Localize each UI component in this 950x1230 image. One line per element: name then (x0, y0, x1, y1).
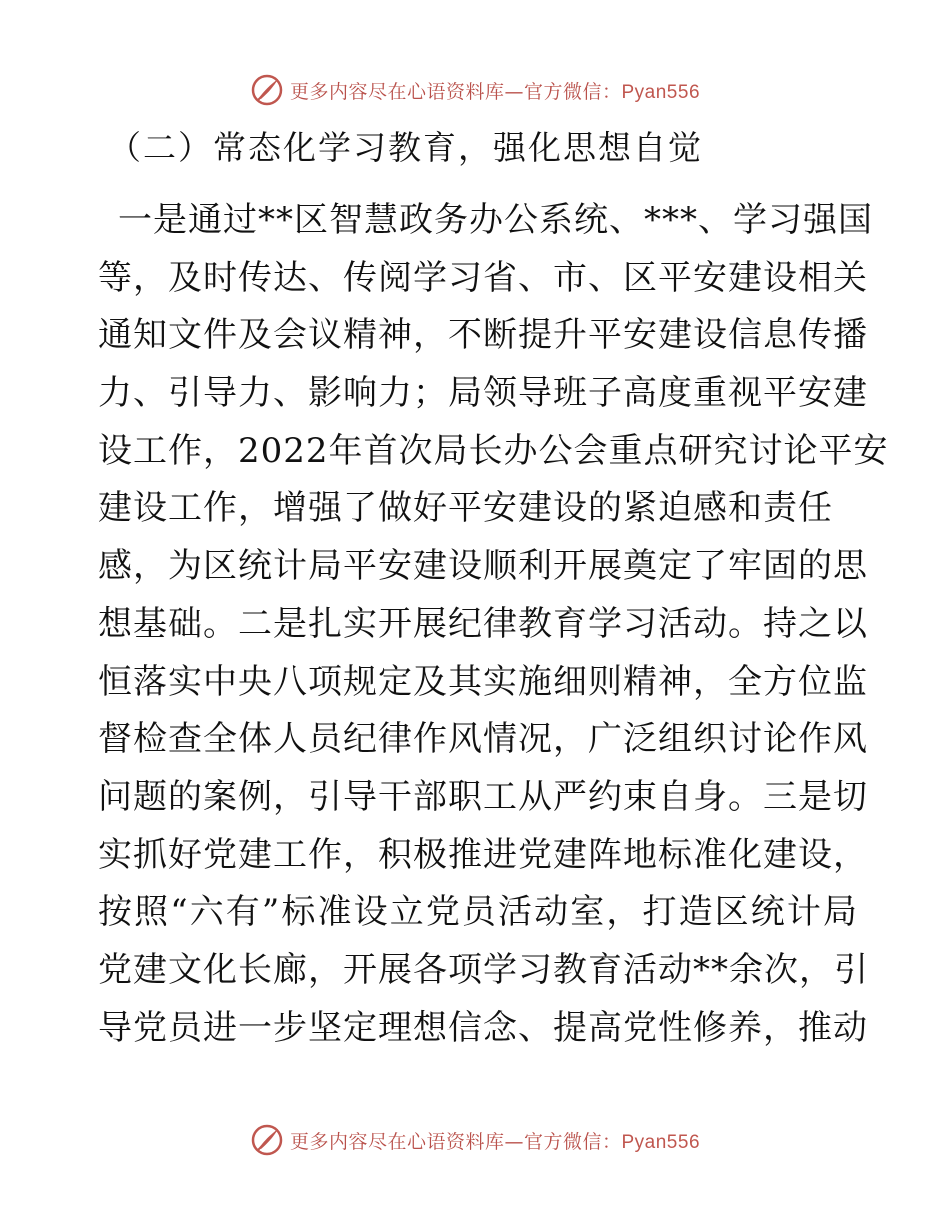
body-paragraph (98, 192, 889, 1057)
paragraph-line: 问题的案例，引导干部职工从严约束自身。三是切 (98, 776, 868, 817)
paragraph-line: 设工作，2022年首次局长办公会重点研究讨论平安 (98, 430, 889, 471)
paragraph-line: 实抓好党建工作，积极推进党建阵地标准化建设， (98, 834, 868, 875)
watermark-text: 更多内容尽在心语资料库—官方微信：Pyan556 (289, 1130, 701, 1153)
paragraph-line: 通知文件及会议精神，不断提升平安建设信息传播 (98, 315, 868, 356)
section-heading: （二）常态化学习教育，强化思想自觉 (108, 128, 703, 167)
quill-logo-icon (250, 73, 284, 107)
paragraph-line: 想基础。二是扎实开展纪律教育学习活动。持之以 (98, 603, 868, 644)
paragraph-line: 建设工作，增强了做好平安建设的紧迫感和责任 (98, 488, 833, 529)
paragraph-line: 感，为区统计局平安建设顺利开展奠定了牢固的思 (98, 546, 868, 587)
paragraph-line: 督检查全体人员纪律作风情况，广泛组织讨论作风 (98, 719, 868, 760)
paragraph-line: 按照“六有”标准设立党员活动室，打造区统计局 (98, 892, 858, 933)
paragraph-line: 等，及时传达、传阅学习省、市、区平安建设相关 (98, 257, 868, 298)
paragraph-line: 一是通过**区智慧政务办公系统、***、学习强国 (118, 200, 873, 240)
paragraph-line: 恒落实中央八项规定及其实施细则精神，全方位监 (98, 661, 868, 702)
paragraph-line: 导党员进一步坚定理想信念、提高党性修养，推动 (98, 1007, 868, 1048)
quill-logo-icon (250, 1123, 284, 1157)
footer-watermark (0, 1120, 950, 1160)
header-watermark (0, 70, 950, 110)
paragraph-line: 党建文化长廊，开展各项学习教育活动**余次，引 (98, 949, 869, 990)
paragraph-line: 力、引导力、影响力；局领导班子高度重视平安建 (98, 373, 868, 414)
watermark-text: 更多内容尽在心语资料库—官方微信：Pyan556 (289, 80, 701, 103)
